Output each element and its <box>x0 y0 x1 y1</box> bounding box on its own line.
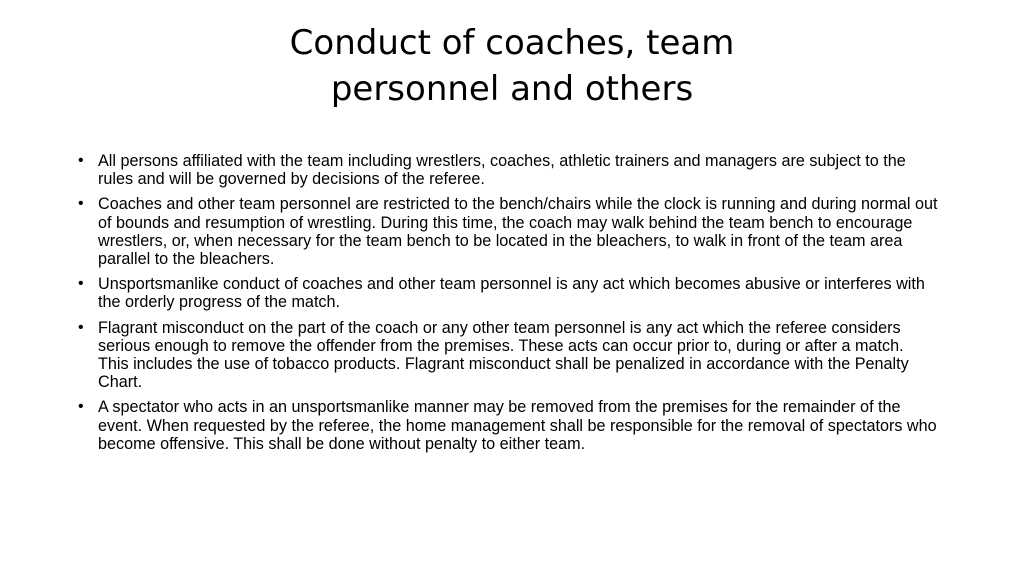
bullet-text: All persons affiliated with the team including wrestlers, coaches, athletic trainers and managers are subject to the rules and will be governed by decisions of the referee. <box>98 152 906 189</box>
bullet-text: Unsportsmanlike conduct of coaches and other team personnel is any act which becomes abusive or interferes with the orderly progress of the match. <box>98 275 925 312</box>
bullet-dot-icon: • <box>78 318 84 336</box>
bullet-item <box>78 195 938 268</box>
bullet-item <box>78 275 938 311</box>
slide-title <box>112 20 912 112</box>
bullet-text: A spectator who acts in an unsportsmanlike manner may be removed from the premises for the remainder of the event. When requested by the referee, the home management shall be responsible for the removal of spectators who become offensive. This shall be done without penalty to either team. <box>98 398 937 453</box>
slide-title-line-1: Conduct of coaches, team <box>289 23 735 63</box>
bullet-list <box>78 152 938 460</box>
bullet-item <box>78 152 938 188</box>
bullet-dot-icon: • <box>78 275 84 293</box>
bullet-dot-icon: • <box>78 398 84 416</box>
bullet-text: Flagrant misconduct on the part of the coach or any other team personnel is any act which the referee considers serious enough to remove the offender from the premises. These acts can occur prior to, during or after a match. This includes the use of tobacco products. Flagrant misconduct shall be penalized in accordance with the Penalty Chart. <box>98 318 909 392</box>
bullet-item <box>78 319 938 392</box>
slide-title-line-2: personnel and others <box>330 69 694 109</box>
bullet-item <box>78 398 938 453</box>
bullet-dot-icon: • <box>78 195 84 213</box>
bullet-dot-icon: • <box>78 152 84 169</box>
bullet-text: Coaches and other team personnel are restricted to the bench/chairs while the clock is running and during normal out of bounds and resumption of wrestling. During this time, the coach may walk behind the team bench to encourage wrestlers, or, when necessary for the team bench to be located in the bleachers, to walk in front of the team area parallel to the bleachers. <box>98 195 938 269</box>
